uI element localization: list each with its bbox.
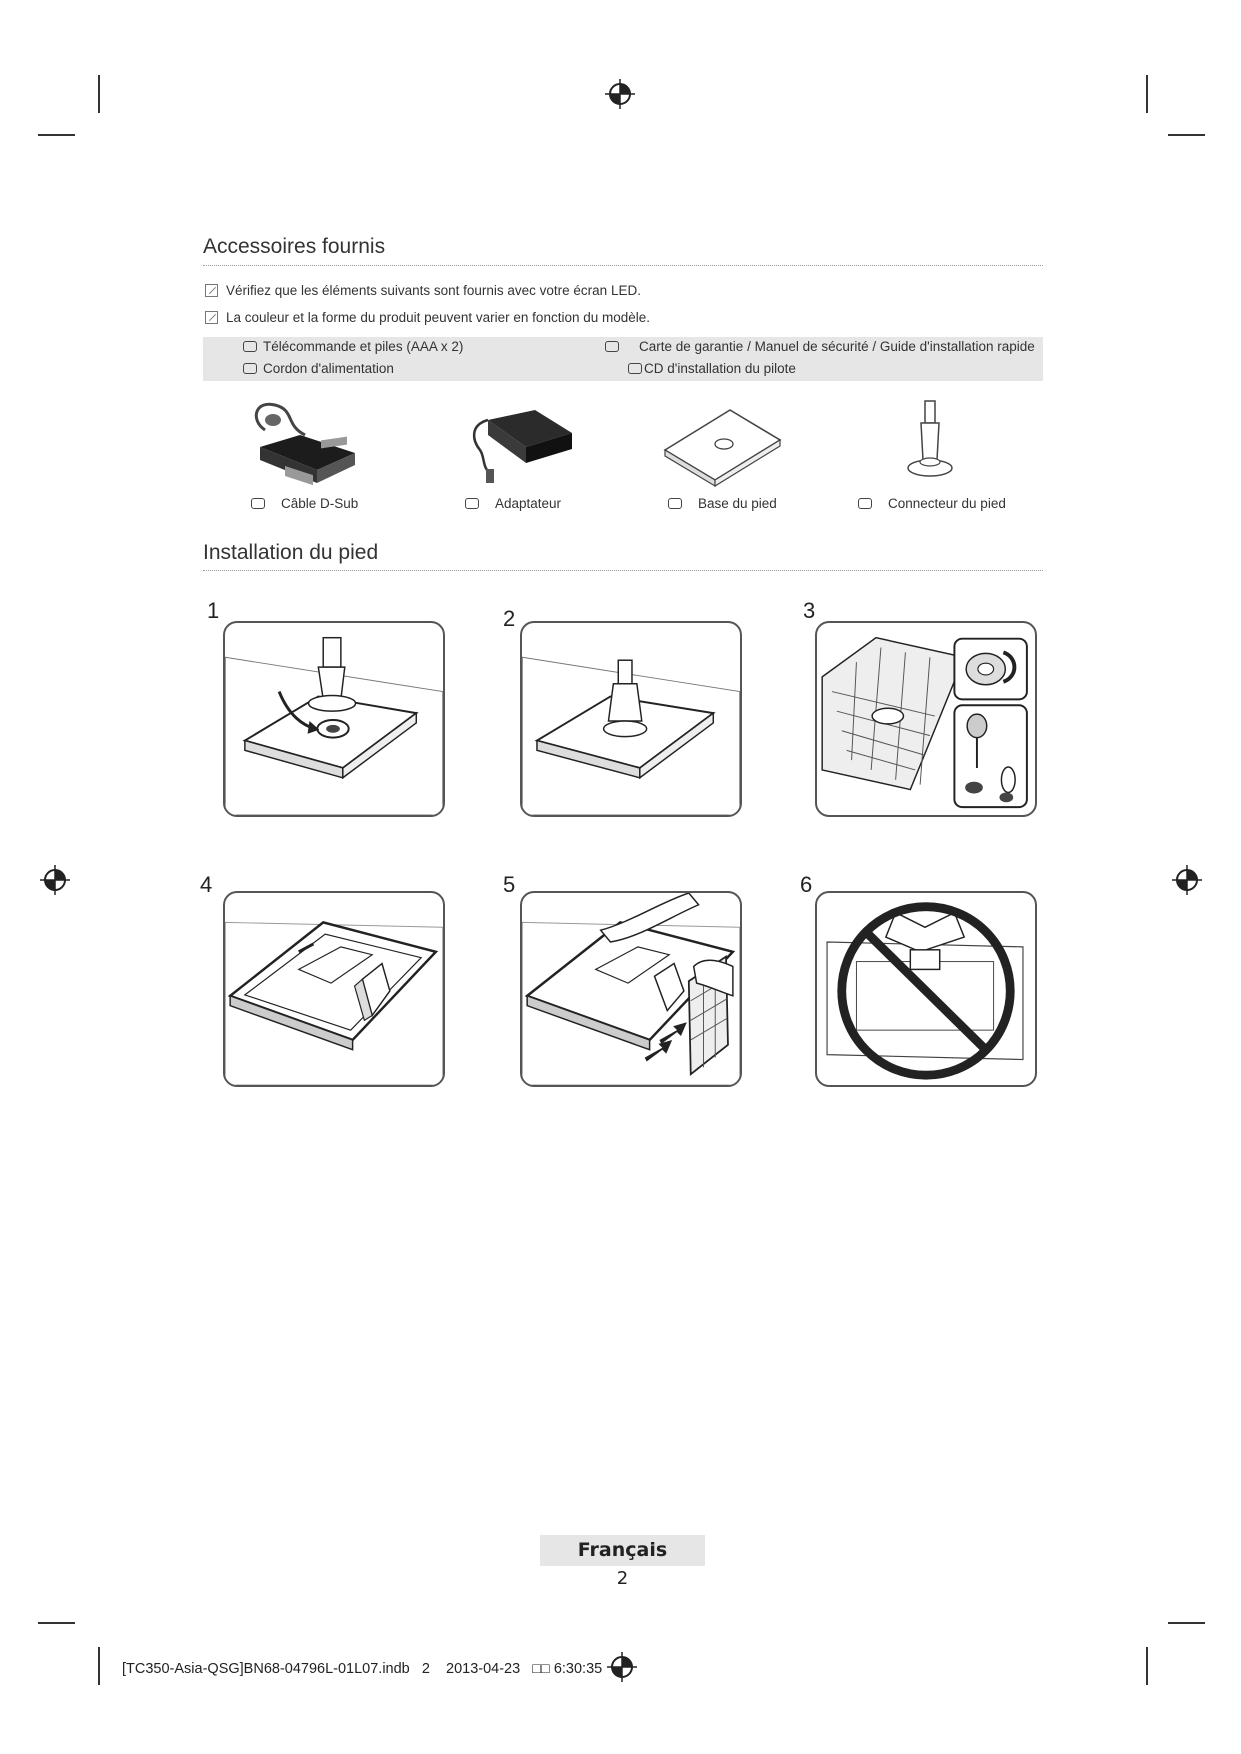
registration-mark-icon (1172, 865, 1202, 895)
accessories-heading: Accessoires fournis (203, 235, 386, 258)
crop-mark (98, 1647, 100, 1685)
accessory-stand-base (668, 496, 777, 511)
step-1-illustration (223, 621, 445, 817)
dsub-cable-icon (245, 395, 375, 505)
checklist-label: Carte de garantie / Manuel de sécurité / Guide d'installation rapide (639, 339, 1035, 354)
step-6-illustration (815, 891, 1037, 1087)
step-2-illustration (520, 621, 742, 817)
crop-mark (1146, 1647, 1148, 1685)
step-number: 1 (207, 598, 220, 623)
crop-mark (1168, 134, 1205, 136)
checkbox-icon (628, 363, 642, 374)
installation-heading: Installation du pied (203, 541, 379, 564)
step-number: 4 (200, 872, 213, 897)
step-5-illustration (520, 891, 742, 1087)
page-number: 2 (616, 1568, 629, 1589)
accessory-label: Base du pied (698, 496, 777, 511)
checklist-item (628, 361, 796, 376)
checkbox-icon (243, 363, 257, 374)
note-variation (205, 310, 650, 325)
registration-mark-icon (607, 1652, 637, 1682)
accessory-label: Câble D-Sub (281, 496, 359, 511)
accessory-stand-connector (858, 496, 1006, 511)
accessory-dsub (251, 496, 358, 511)
note-verify (205, 283, 641, 298)
checkbox-icon (465, 498, 479, 509)
file-info: [TC350-Asia-QSG]BN68-04796L-01L07.indb 2 2013-04-23 □□ 6:30:35 (122, 1661, 603, 1677)
note-icon (205, 284, 218, 297)
note-icon (205, 311, 218, 324)
crop-mark (98, 75, 100, 113)
crop-mark (1146, 75, 1148, 113)
step-number: 2 (503, 606, 516, 631)
checkbox-icon (858, 498, 872, 509)
checkbox-icon (251, 498, 265, 509)
crop-mark (38, 1622, 75, 1624)
step-number: 3 (803, 598, 816, 623)
note-text: La couleur et la forme du produit peuvent varier en fonction du modèle. (226, 310, 651, 325)
crop-mark (1168, 1622, 1205, 1624)
step-number: 5 (503, 872, 516, 897)
accessory-label: Connecteur du pied (888, 496, 1006, 511)
checklist-label: Télécommande et piles (AAA x 2) (263, 339, 464, 354)
step-3-illustration (815, 621, 1037, 817)
crop-mark (38, 134, 75, 136)
stand-connector-icon (905, 398, 955, 483)
checkbox-icon (605, 341, 619, 352)
divider (203, 570, 1043, 571)
checklist-item (605, 339, 1035, 354)
checklist-label: Cordon d'alimentation (263, 361, 394, 376)
checklist-label: CD d'installation du pilote (644, 361, 796, 376)
checklist-item (243, 361, 394, 376)
accessory-label: Adaptateur (495, 496, 562, 511)
adapter-icon (460, 405, 580, 495)
checkbox-icon (668, 498, 682, 509)
registration-mark-icon (40, 865, 70, 895)
divider (203, 265, 1043, 266)
step-4-illustration (223, 891, 445, 1087)
stand-base-icon (660, 402, 785, 492)
note-text: Vérifiez que les éléments suivants sont fournis avec votre écran LED. (226, 283, 641, 298)
checkbox-icon (243, 341, 257, 352)
checklist-item (243, 339, 463, 354)
registration-mark-icon (605, 79, 635, 109)
step-number: 6 (800, 872, 813, 897)
accessory-adapter (465, 496, 561, 511)
language-label: Français (540, 1535, 705, 1566)
